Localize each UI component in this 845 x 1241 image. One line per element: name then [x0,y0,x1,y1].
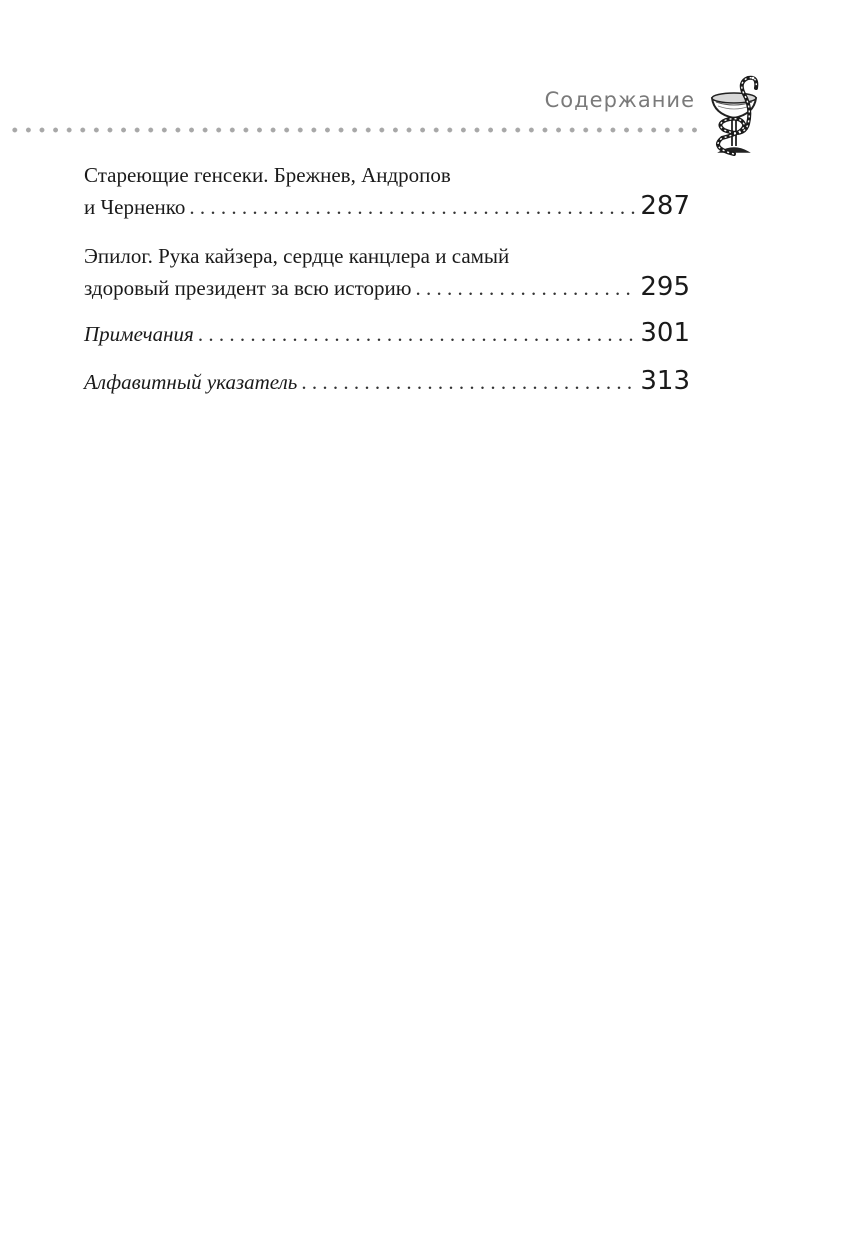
toc-page-number: 313 [640,366,690,396]
toc-page-number: 295 [640,272,690,302]
running-head-title: Содержание [544,88,695,112]
toc-entry-title-continued: здоровый президент за всю историю [84,276,412,300]
toc-entry-title-continued: и Черненко [84,195,186,219]
dot-leader [189,192,636,223]
toc-entry[interactable] [84,241,690,304]
toc-entry-title: Алфавитный указатель [84,370,298,394]
toc-entry-title: Эпилог. Рука кайзера, сердце канцлера и самый [84,244,510,268]
toc-page-number: 287 [640,191,690,221]
toc-entry[interactable] [84,366,690,398]
toc-entry[interactable] [84,160,690,223]
bowl-of-hygieia-icon [704,68,764,160]
dotted-rule [8,127,698,133]
dot-leader [198,319,637,350]
dot-leader [415,273,636,304]
table-of-contents [84,160,690,398]
toc-entry-title: Примечания [84,322,194,346]
toc-entry-title: Стареющие генсеки. Брежнев, Андропов [84,163,451,187]
dot-leader [301,367,636,398]
toc-entry[interactable] [84,318,690,350]
toc-page-number: 301 [640,318,690,348]
